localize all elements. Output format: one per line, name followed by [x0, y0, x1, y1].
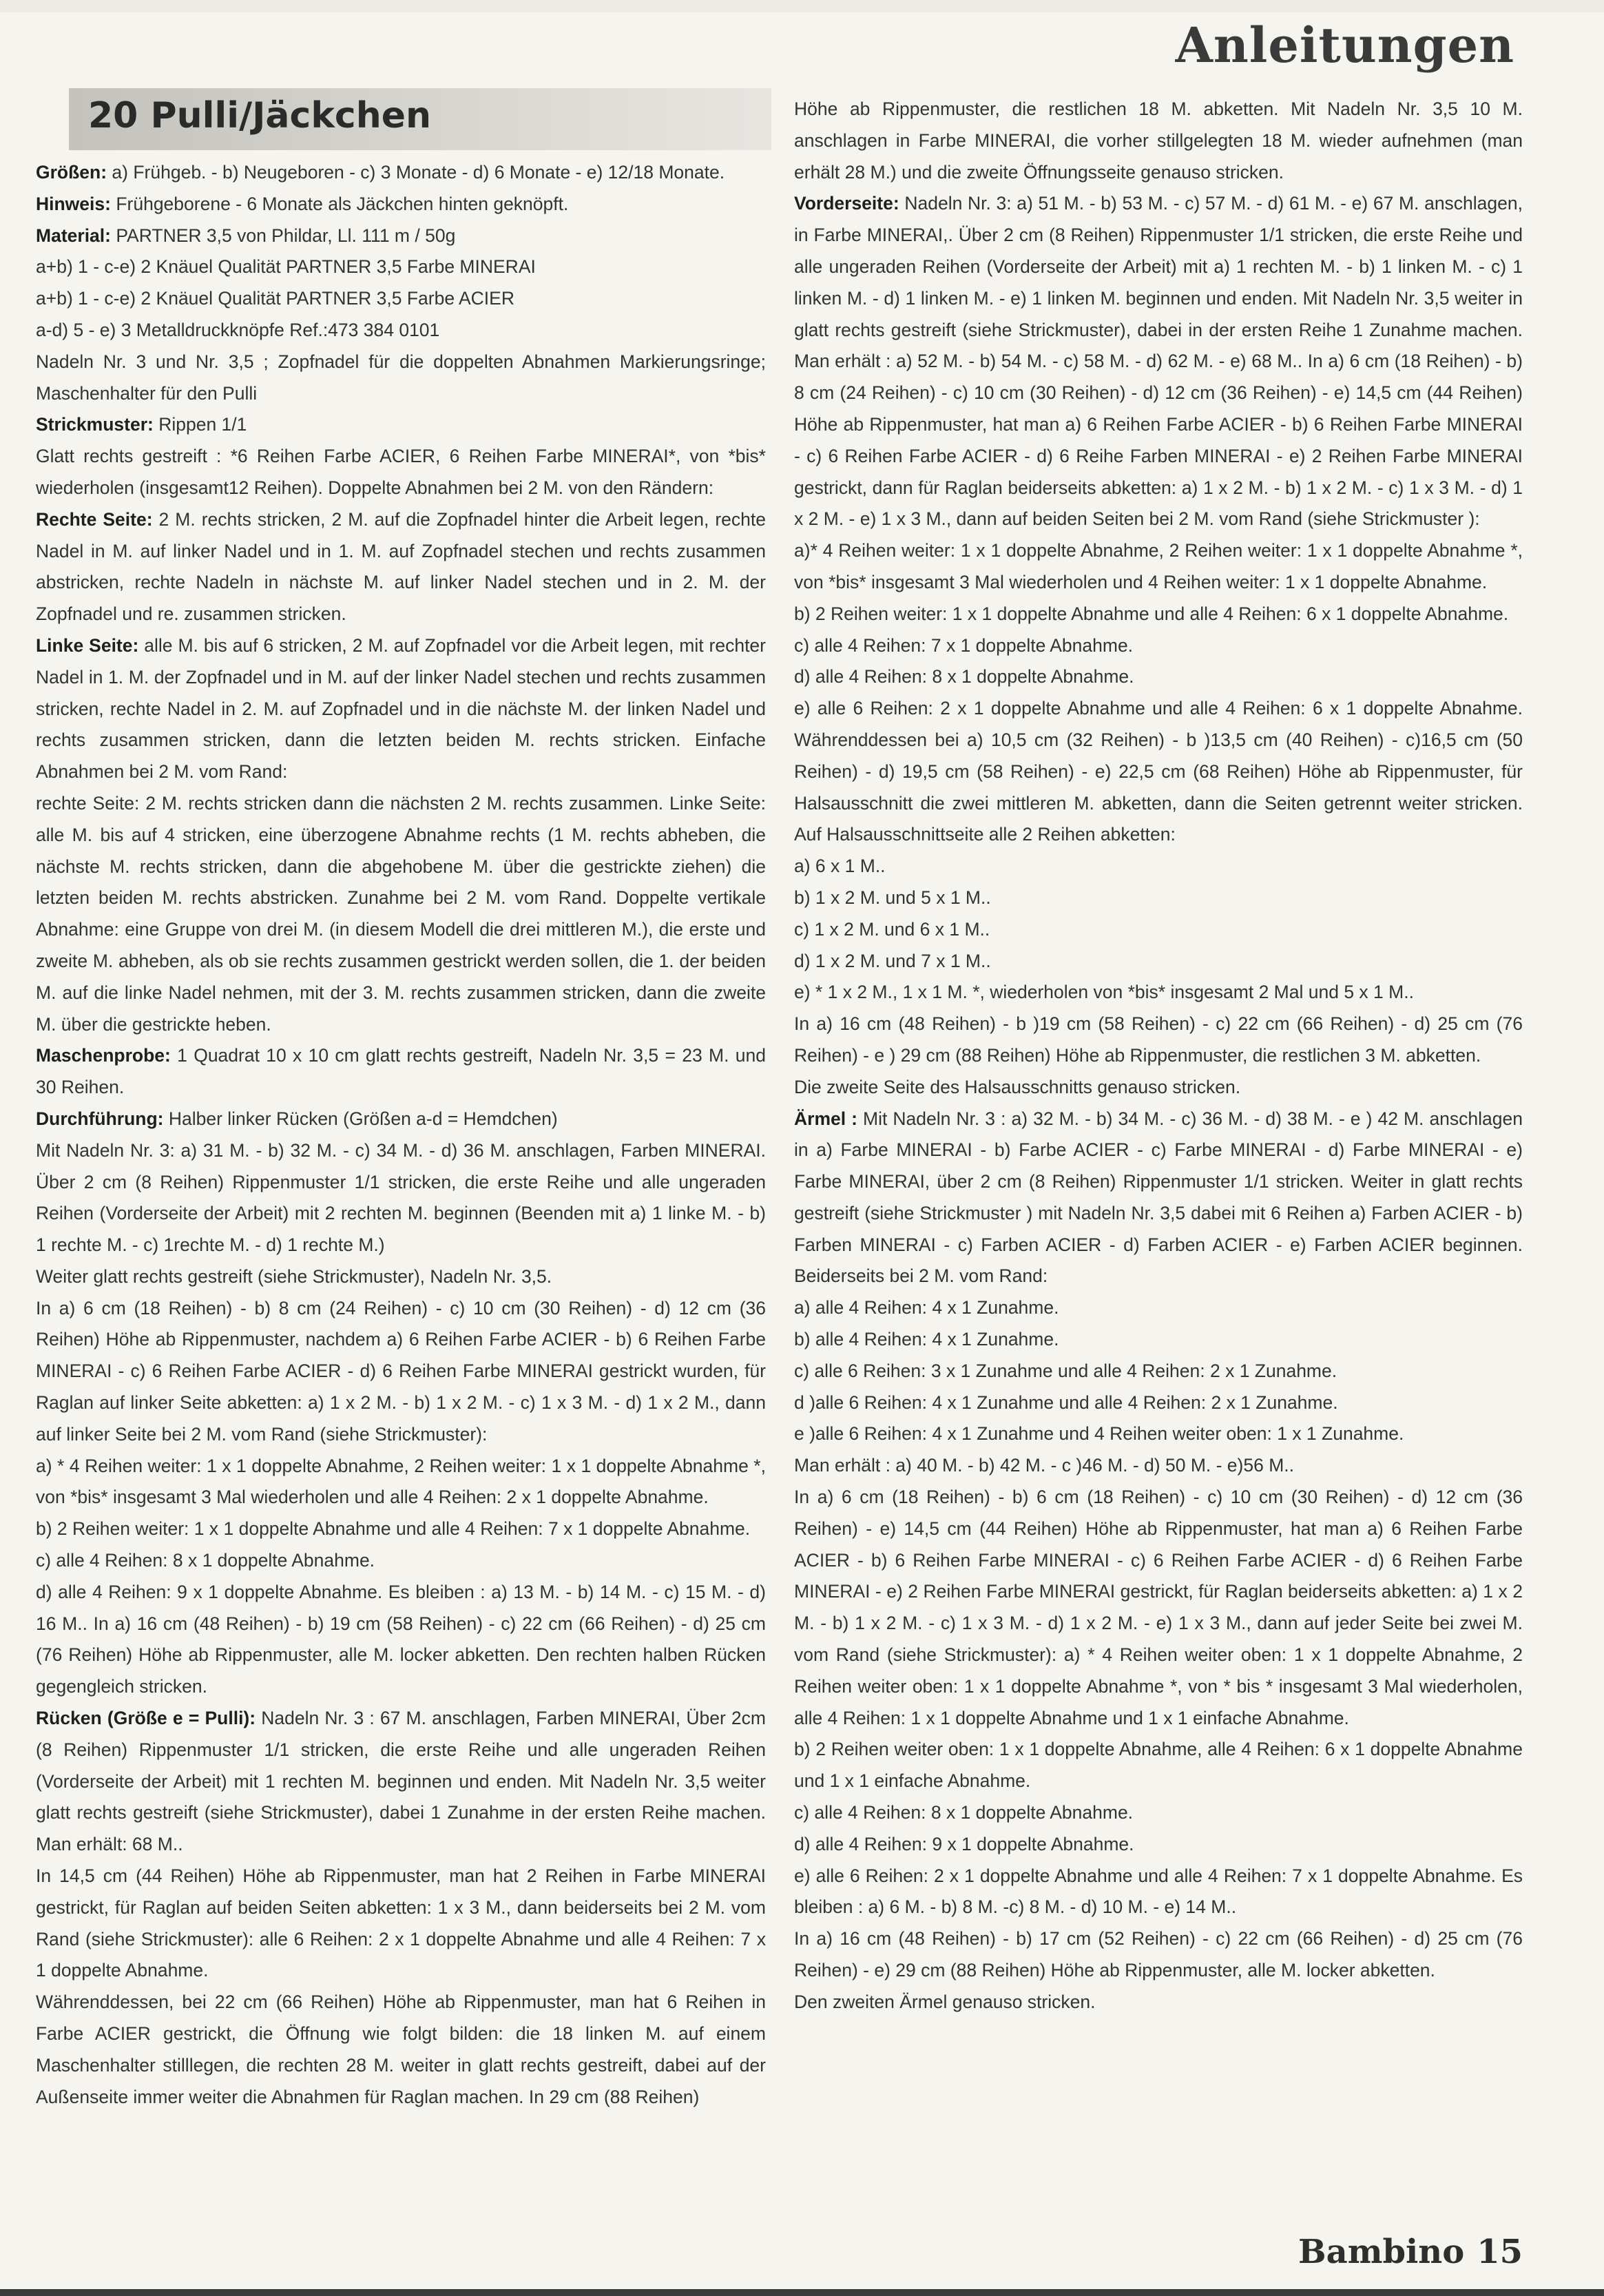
paragraph: [794, 1861, 1523, 1924]
paragraph-text: e) * 1 x 2 M., 1 x 1 M. *, wiederholen von *bis* insgesamt 2 Mal und 5 x 1 M..: [794, 982, 1414, 1003]
paragraph: [794, 1482, 1523, 1734]
paragraph-text: c) alle 4 Reihen: 8 x 1 doppelte Abnahme.: [36, 1550, 375, 1571]
paragraph: [36, 1703, 766, 1861]
paragraph-text: b) alle 4 Reihen: 4 x 1 Zunahme.: [794, 1329, 1059, 1350]
paragraph-heading: Rechte Seite:: [36, 508, 153, 530]
paragraph: [794, 946, 1523, 978]
paragraph: [794, 599, 1523, 630]
paragraph-text: a+b) 1 - c-e) 2 Knäuel Qualität PARTNER 3,5 Farbe MINERAI: [36, 256, 536, 278]
paragraph-heading: Maschenprobe:: [36, 1045, 171, 1066]
paragraph-text: c) alle 6 Reihen: 3 x 1 Zunahme und alle 4 Reihen: 2 x 1 Zunahme.: [794, 1360, 1337, 1381]
paragraph: [36, 630, 766, 788]
paragraph: [794, 535, 1523, 599]
paragraph-text: a+b) 1 - c-e) 2 Knäuel Qualität PARTNER 3,5 Farbe ACIER: [36, 288, 514, 309]
paragraph-text: In a) 16 cm (48 Reihen) - b )19 cm (58 Reihen) - c) 22 cm (66 Reihen) - d) 25 cm (76 Reihen) - e ) 29 cm (88 Reihen) Höhe ab Rippenmuster, die restlichen 3 M. abketten.: [794, 1013, 1523, 1066]
magazine-name: Bambino: [1298, 2233, 1465, 2271]
paragraph: [36, 251, 766, 283]
paragraph-text: d )alle 6 Reihen: 4 x 1 Zunahme und alle 4 Reihen: 2 x 1 Zunahme.: [794, 1392, 1338, 1413]
paragraph: [794, 851, 1523, 882]
paragraph: [36, 409, 766, 441]
paragraph: [36, 1104, 766, 1135]
paragraph: [36, 157, 766, 189]
paragraph-text: a-d) 5 - e) 3 Metalldruckknöpfe Ref.:473 384 0101: [36, 319, 440, 340]
paragraph-text: e) alle 6 Reihen: 2 x 1 doppelte Abnahme und alle 4 Reihen: 7 x 1 doppelte Abnahme. Es bleiben : a) 6 M. - b) 8 M. -c) 8 M. - d) 10 M. - e) 14 M..: [794, 1865, 1523, 1918]
paragraph-text: a) alle 4 Reihen: 4 x 1 Zunahme.: [794, 1297, 1059, 1318]
paragraph-heading: Material:: [36, 225, 111, 246]
paragraph: [794, 1072, 1523, 1104]
paragraph-text: d) 1 x 2 M. und 7 x 1 M..: [794, 950, 991, 971]
paragraph-text: a)* 4 Reihen weiter: 1 x 1 doppelte Abnahme, 2 Reihen weiter: 1 x 1 doppelte Abnahme *, von *bis* insgesamt 3 Mal wiederholen und 4 Reihen weiter: 1 x 1 doppelte Abnahme.: [794, 540, 1523, 592]
paragraph-text: 1 Quadrat 10 x 10 cm glatt rechts gestreift, Nadeln Nr. 3,5 = 23 M. und 30 Reihen.: [36, 1045, 766, 1098]
paragraph-heading: Vorderseite:: [794, 193, 899, 214]
paragraph-text: d) alle 4 Reihen: 9 x 1 doppelte Abnahme. Es bleiben : a) 13 M. - b) 14 M. - c) 15 M. - d) 16 M.. In a) 16 cm (48 Reihen) - b) 19 cm (58 Reihen) - c) 22 cm (66 Reihen) - d) 25 cm (76 Reihen) Höhe ab Rippenmuster, alle M. locker abketten. Den rechten halben Rücken gegengleich stricken.: [36, 1581, 766, 1697]
paragraph: [36, 1861, 766, 1987]
left-column: [36, 157, 766, 2113]
paragraph: [794, 914, 1523, 946]
paragraph-heading: Linke Seite:: [36, 634, 139, 656]
paragraph-text: Währenddessen, bei 22 cm (66 Reihen) Höhe ab Rippenmuster, man hat 6 Reihen in Farbe ACIER gestrickt, die Öffnung wie folgt bilden: die 18 linken M. auf einem Maschenhalter stilllegen, die rechten 28 M. weiter in glatt rechts gestreift, dabei auf der Außenseite immer weiter die Abnahmen für Raglan machen. In 29 cm (88 Reihen): [36, 1992, 766, 2107]
paragraph-text: e) alle 6 Reihen: 2 x 1 doppelte Abnahme und alle 4 Reihen: 6 x 1 doppelte Abnahme. Währenddessen bei a) 10,5 cm (32 Reihen) - b )13,5 cm (40 Reihen) - c)16,5 cm (50 Reihen) - d) 19,5 cm (58 Reihen) - e) 22,5 cm (68 Reihen) Höhe ab Rippenmuster, für Halsausschnitt die zwei mittleren M. abketten, dann die Seiten getrennt weiter stricken. Auf Halsausschnittseite alle 2 Reihen abketten:: [794, 698, 1523, 845]
paragraph: [794, 1292, 1523, 1324]
paragraph-text: Rippen 1/1: [153, 414, 247, 435]
paragraph-text: c) alle 4 Reihen: 7 x 1 doppelte Abnahme.: [794, 634, 1134, 656]
paragraph: [794, 977, 1523, 1009]
paragraph: [794, 693, 1523, 851]
paragraph: [794, 1104, 1523, 1293]
paragraph-text: Die zweite Seite des Halsausschnitts genauso stricken.: [794, 1076, 1241, 1097]
paragraph-text: b) 2 Reihen weiter: 1 x 1 doppelte Abnahme und alle 4 Reihen: 7 x 1 doppelte Abnahme.: [36, 1518, 751, 1540]
paragraph-heading: Größen:: [36, 162, 107, 183]
paragraph: [36, 788, 766, 1040]
paragraph-text: Nadeln Nr. 3 : 67 M. anschlagen, Farben MINERAI, Über 2cm (8 Reihen) Rippenmuster 1/1 stricken, die erste Reihe und alle ungeraden Reihen (Vorderseite der Arbeit) mit 1 rechten M. beginnen und enden. Mit Nadeln Nr. 3,5 weiter glatt rechts gestreift (siehe Strickmuster), dabei 1 Zunahme in der ersten Reihe machen. Man erhält: 68 M..: [36, 1708, 766, 1855]
paragraph: [794, 1923, 1523, 1987]
paragraph: [36, 1293, 766, 1451]
paragraph: [36, 1040, 766, 1104]
paragraph: [794, 1356, 1523, 1387]
paragraph: [36, 441, 766, 504]
paragraph-text: b) 2 Reihen weiter oben: 1 x 1 doppelte Abnahme, alle 4 Reihen: 6 x 1 doppelte Abnahme und 1 x 1 einfache Abnahme.: [794, 1739, 1523, 1792]
paragraph-text: e )alle 6 Reihen: 4 x 1 Zunahme und 4 Reihen weiter oben: 1 x 1 Zunahme.: [794, 1423, 1404, 1445]
paragraph: [36, 504, 766, 630]
paragraph: [36, 1577, 766, 1703]
paragraph-text: Frühgeborene - 6 Monate als Jäckchen hinten geknöpft.: [110, 193, 569, 214]
paragraph: [794, 1324, 1523, 1356]
paragraph-text: In a) 6 cm (18 Reihen) - b) 8 cm (24 Reihen) - c) 10 cm (30 Reihen) - d) 12 cm (36 Reihen) Höhe ab Rippenmuster, nachdem a) 6 Reihen Farbe ACIER - b) 6 Reihen Farbe MINERAI - c) 6 Reihen Farbe ACIER - d) 6 Reihen Farbe MINERAI gestrickt wurden, für Raglan auf linker Seite abketten: a) 1 x 2 M. - b) 1 x 2 M. - c) 1 x 3 M. - d) 1 x 2 M., dann auf linker Seite bei 2 M. vom Rand (siehe Strickmuster):: [36, 1297, 766, 1445]
page-footer: [1298, 2233, 1523, 2271]
paragraph: [794, 1450, 1523, 1482]
paragraph-text: a) 6 x 1 M..: [794, 856, 886, 877]
paragraph-text: In a) 16 cm (48 Reihen) - b) 17 cm (52 Reihen) - c) 22 cm (66 Reihen) - d) 25 cm (76 Reihen) - e) 29 cm (88 Reihen) Höhe ab Rippenmuster, alle M. locker abketten.: [794, 1928, 1523, 1981]
paragraph-text: Halber linker Rücken (Größen a-d = Hemdchen): [163, 1108, 558, 1129]
paragraph-text: Nadeln Nr. 3: a) 51 M. - b) 53 M. - c) 57 M. - d) 61 M. - e) 67 M. anschlagen, in Farbe MINERAI,. Über 2 cm (8 Reihen) Rippenmuster 1/1 stricken, die erste Reihe und alle ungeraden Reihen (Vorderseite der Arbeit) mit a) 1 rechten M. - b) 1 linken M. - c) 1 linken M. - d) 1 linken M. - e) 1 linken M. beginnen und enden. Mit Nadeln Nr. 3,5 weiter in glatt rechts gestreift (siehe Strickmuster), dabei in der ersten Reihe 1 Zunahme machen. Man erhält : a) 52 M. - b) 54 M. - c) 58 M. - d) 62 M. - e) 68 M.. In a) 6 cm (18 Reihen) - b) 8 cm (24 Reihen) - c) 10 cm (30 Reihen) - d) 12 cm (36 Reihen) - e) 14,5 cm (44 Reihen) Höhe ab Rippenmuster, hat man a) 6 Reihen Farbe ACIER - b) 6 Reihen Farbe MINERAI - c) 6 Reihen Farbe ACIER - d) 6 Reihe Farben MINERAI - e) 2 Reihen Farbe MINERAI gestrickt, dann für Raglan beiderseits abketten: a) 1 x 2 M. - b) 1 x 2 M. - c) 1 x 3 M. - d) 1 x 2 M. - e) 1 x 3 M., dann auf beiden Seiten bei 2 M. vom Rand (siehe Strickmuster ):: [794, 193, 1523, 530]
paragraph: [36, 283, 766, 315]
paragraph-text: b) 1 x 2 M. und 5 x 1 M..: [794, 887, 991, 908]
right-column: [794, 94, 1523, 2018]
paragraph-text: Mit Nadeln Nr. 3: a) 31 M. - b) 32 M. - c) 34 M. - d) 36 M. anschlagen, Farben MINERAI. Über 2 cm (8 Reihen) Rippenmuster 1/1 stricken, die erste Reihe und alle ungeraden Reihen (Vorderseite der Arbeit) mit 2 rechten M. beginnen (Beenden mit a) 1 linke M. - b) 1 rechte M. - c) 1rechte M. - d) 1 rechte M.): [36, 1139, 766, 1256]
paragraph-text: Nadeln Nr. 3 und Nr. 3,5 ; Zopfnadel für die doppelten Abnahmen Markierungsringe; Maschenhalter für den Pulli: [36, 351, 766, 404]
paragraph-text: a) * 4 Reihen weiter: 1 x 1 doppelte Abnahme, 2 Reihen weiter: 1 x 1 doppelte Abnahme *, von *bis* insgesamt 3 Mal wiederholen und alle 4 Reihen: 2 x 1 doppelte Abnahme.: [36, 1455, 766, 1508]
pattern-title: 20 Pulli/Jäckchen: [88, 95, 432, 136]
paragraph-heading: Strickmuster:: [36, 414, 154, 435]
paragraph: [36, 315, 766, 347]
paragraph: [36, 1987, 766, 2113]
paragraph-text: b) 2 Reihen weiter: 1 x 1 doppelte Abnahme und alle 4 Reihen: 6 x 1 doppelte Abnahme.: [794, 603, 1509, 624]
paragraph: [36, 1261, 766, 1293]
paragraph-text: Mit Nadeln Nr. 3 : a) 32 M. - b) 34 M. - c) 36 M. - d) 38 M. - e ) 42 M. anschlagen in a) Farbe MINERAI - b) Farbe ACIER - c) Farbe MINERAI - d) Farbe MINERAI - e) Farbe MINERAI, über 2 cm (8 Reihen) Rippenmuster 1/1 stricken. Weiter in glatt rechts gestreift (siehe Strickmuster ) mit Nadeln Nr. 3,5 dabei mit 6 Reihen a) Farben ACIER - b) Farben MINERAI - c) Farben ACIER - d) Farben ACIER - e) Farben ACIER beginnen. Beiderseits bei 2 M. vom Rand:: [794, 1108, 1523, 1287]
paragraph-text: c) alle 4 Reihen: 8 x 1 doppelte Abnahme.: [794, 1802, 1134, 1823]
paragraph: [36, 347, 766, 410]
paragraph-heading: Durchführung:: [36, 1108, 164, 1129]
paragraph-text: Weiter glatt rechts gestreift (siehe Strickmuster), Nadeln Nr. 3,5.: [36, 1265, 552, 1287]
paragraph: [794, 1987, 1523, 2018]
paragraph-text: PARTNER 3,5 von Phildar, Ll. 111 m / 50g: [110, 225, 456, 246]
paragraph-text: Den zweiten Ärmel genauso stricken.: [794, 1991, 1096, 2012]
paragraph-heading: Hinweis:: [36, 193, 111, 214]
paragraph: [794, 1829, 1523, 1861]
paragraph-text: d) alle 4 Reihen: 8 x 1 doppelte Abnahme.: [794, 666, 1134, 687]
paragraph-text: a) Frühgeb. - b) Neugeboren - c) 3 Monate - d) 6 Monate - e) 12/18 Monate.: [107, 162, 725, 183]
paragraph-text: In 14,5 cm (44 Reihen) Höhe ab Rippenmuster, man hat 2 Reihen in Farbe MINERAI gestrickt, für Raglan auf beiden Seiten abketten: 1 x 3 M., dann beiderseits bei 2 M. vom Rand (siehe Strickmuster): alle 6 Reihen: 2 x 1 doppelte Abnahme und alle 4 Reihen: 7 x 1 doppelte Abnahme.: [36, 1865, 766, 1981]
paragraph: [794, 1387, 1523, 1419]
paragraph: [36, 1135, 766, 1261]
paragraph: [36, 1513, 766, 1545]
paragraph-text: Man erhält : a) 40 M. - b) 42 M. - c )46 M. - d) 50 M. - e)56 M..: [794, 1455, 1295, 1476]
page-number: 15: [1477, 2233, 1523, 2271]
paragraph: [36, 220, 766, 252]
page-top-edge: [0, 0, 1604, 12]
title-bar: [69, 88, 771, 150]
paragraph-text: rechte Seite: 2 M. rechts stricken dann die nächsten 2 M. rechts zusammen. Linke Seite: alle M. bis auf 4 stricken, eine überzogene Abnahme rechts (1 M. rechts abheben, die nächste M. rechts stricken, dann die abgehobene M. über die gestrickte ziehen) die letzten beiden M. rechts abstricken. Zunahme bei 2 M. vom Rand. Doppelte vertikale Abnahme: eine Gruppe von drei M. (in diesem Modell die drei mittleren M.), die erste und zweite M. abheben, als ob sie rechts zusammen gestrickt werden sollen, die 1. der beiden M. auf die linke Nadel nehmen, mit der 3. M. rechts zusammen stricken, dann die zweite M. über die gestrickte heben.: [36, 792, 766, 1035]
paragraph-text: alle M. bis auf 6 stricken, 2 M. auf Zopfnadel vor die Arbeit legen, mit rechter Nadel in 1. M. der Zopfnadel und in M. auf der linker Nadel stechen und rechts zusammen stricken, rechte Nadel in 2. M. auf Zopfnadel und in die nächste M. der linken Nadel und rechts zusammen stricken, dann die letzten beiden M. rechts stricken. Einfache Abnahmen bei 2 M. vom Rand:: [36, 634, 766, 783]
paragraph: [794, 1734, 1523, 1797]
page-bottom-edge: [0, 2289, 1604, 2296]
paragraph: [36, 1451, 766, 1514]
paragraph: [36, 189, 766, 220]
paragraph-text: c) 1 x 2 M. und 6 x 1 M..: [794, 918, 990, 940]
paragraph-text: Glatt rechts gestreift : *6 Reihen Farbe ACIER, 6 Reihen Farbe MINERAI*, von *bis* wiederholen (insgesamt12 Reihen). Doppelte Abnahmen bei 2 M. von den Rändern:: [36, 446, 766, 498]
paragraph-text: 2 M. rechts stricken, 2 M. auf die Zopfnadel hinter die Arbeit legen, rechte Nadel in M. auf linker Nadel und in 1. M. auf Zopfnadel stechen und rechts zusammen abstricken, rechte Nadeln in nächste M. auf linker Nadel stechen und in 2. M. der Zopfnadel und re. zusammen stricken.: [36, 508, 767, 625]
paragraph-text: Höhe ab Rippenmuster, die restlichen 18 M. abketten. Mit Nadeln Nr. 3,5 10 M. anschlagen in Farbe MINERAI, die vorher stillgelegten 18 M. wieder aufnehmen (man erhält 28 M.) und die zweite Öffnungsseite genauso stricken.: [794, 99, 1523, 183]
paragraph-heading: Ärmel :: [794, 1108, 857, 1129]
paragraph-text: In a) 6 cm (18 Reihen) - b) 6 cm (18 Reihen) - c) 10 cm (30 Reihen) - d) 12 cm (36 Reihen) - e) 14,5 cm (44 Reihen) Höhe ab Rippenmuster, hat man a) 6 Reihen Farbe ACIER - b) 6 Reihen Farbe MINERAI - c) 6 Reihen Farbe ACIER - d) 6 Reihen Farbe MINERAI - e) 2 Reihen Farbe MINERAI gestrickt, für Raglan beiderseits abketten: a) 1 x 2 M. - b) 1 x 2 M. - c) 1 x 3 M. - d) 1 x 2 M. - e) 1 x 3 M., dann auf jeder Seite bei zwei M. vom Rand (siehe Strickmuster): a) * 4 Reihen weiter oben: 1 x 1 doppelte Abnahme, 2 Reihen weiter oben: 1 x 1 doppelte Abnahme *, von * bis * insgesamt 3 Mal wiederholen, alle 4 Reihen: 1 x 1 doppelte Abnahme und 1 x 1 einfache Abnahme.: [794, 1487, 1523, 1728]
paragraph: [794, 661, 1523, 693]
paragraph: [36, 1545, 766, 1577]
paragraph: [794, 882, 1523, 914]
paragraph: [794, 1009, 1523, 1072]
paragraph-heading: Rücken (Größe e = Pulli):: [36, 1708, 256, 1729]
paragraph: [794, 94, 1523, 188]
paragraph: [794, 1797, 1523, 1829]
section-header: Anleitungen: [1175, 17, 1514, 74]
paragraph-text: d) alle 4 Reihen: 9 x 1 doppelte Abnahme.: [794, 1833, 1134, 1854]
paragraph: [794, 630, 1523, 662]
paragraph: [794, 188, 1523, 535]
paragraph: [794, 1418, 1523, 1450]
